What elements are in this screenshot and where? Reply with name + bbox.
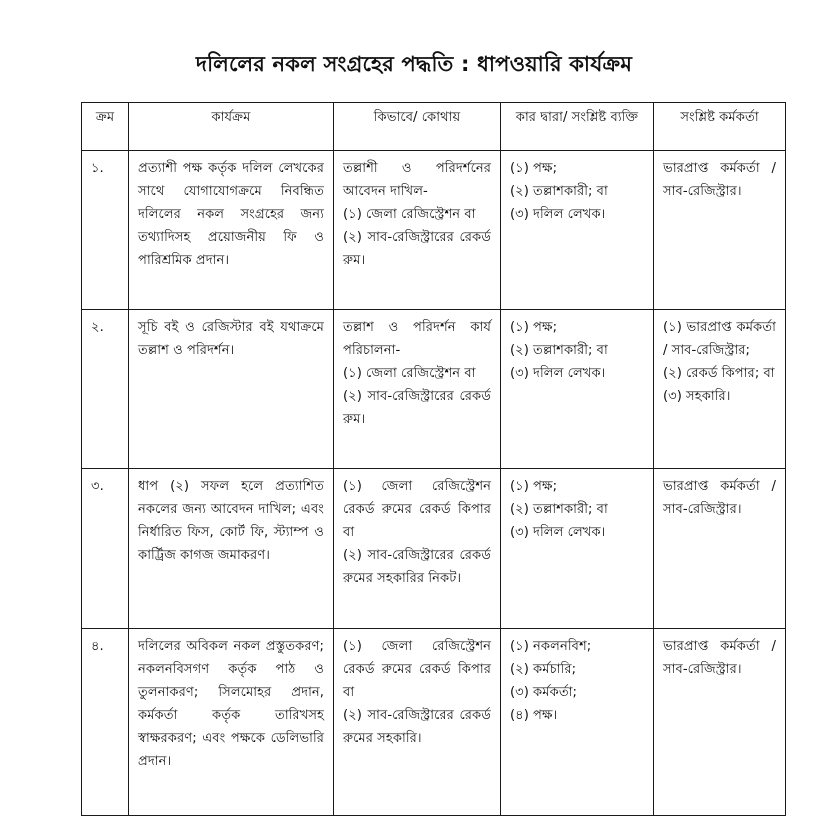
row-officer: [654, 151, 786, 310]
row-activity: প্রত্যাশী পক্ষ কর্তৃক দলিল লেখকের সাথে যোগাযোগক্রমে নিবন্ধিত দলিলের নকল সংগ্রহের জন্য তথ্যাদিসহ প্রয়োজনীয় ফি ও পারিশ্রমিক প্রদান।: [129, 151, 334, 310]
how-where-line: (১) জেলা রেজিস্ট্রেশন বা: [343, 366, 476, 381]
row-serial: ২.: [82, 310, 129, 469]
how-where-line: (২) সাব-রেজিস্ট্রারের রেকর্ড রুম।: [343, 230, 491, 268]
how-where-line: (২) সাব-রেজিস্ট্রারের রেকর্ড রুমের সহকারির নিকট।: [343, 548, 491, 586]
officer-line: (৩) সহকারি।: [663, 389, 731, 404]
table-header-row: [82, 103, 786, 151]
by-whom-line: (২) তল্লাশকারী; বা: [510, 184, 608, 199]
row-by-whom: [501, 310, 654, 469]
how-where-line: তল্লাশ ও পরিদর্শন কার্য পরিচালনা-: [343, 320, 491, 358]
by-whom-line: (৩) দলিল লেখক।: [510, 207, 606, 222]
header-activity: কার্যক্রম: [129, 103, 334, 151]
officer-line: ভারপ্রাপ্ত কর্মকর্তা / সাব-রেজিস্ট্রার।: [663, 639, 776, 677]
officer-line: (২) রেকর্ড কিপার; বা: [663, 366, 775, 381]
by-whom-line: (১) পক্ষ;: [510, 320, 558, 335]
row-activity: দলিলের অবিকল নকল প্রস্তুতকরণ; নকলনবিসগণ কর্তৃক পাঠ ও তুলনাকরণ; সিলমোহর প্রদান, কর্মকর্তা কর্তৃক তারিখসহ স্বাক্ষরকরণ; এবং পক্ষকে ডেলিভারি প্রদান।: [129, 629, 334, 816]
by-whom-line: (১) পক্ষ;: [510, 161, 558, 176]
table-row: [82, 469, 786, 629]
row-how-where: [334, 469, 501, 629]
header-serial: ক্রম: [82, 103, 129, 151]
how-where-line: (২) সাব-রেজিস্ট্রারের রেকর্ড রুমের সহকারি।: [343, 708, 491, 746]
how-where-line: (১) জেলা রেজিস্ট্রেশন বা: [343, 207, 476, 222]
how-where-line: তল্লাশী ও পরিদর্শনের আবেদন দাখিল-: [343, 161, 491, 199]
steps-table: [81, 102, 786, 816]
by-whom-line: (২) তল্লাশকারী; বা: [510, 343, 608, 358]
row-how-where: [334, 310, 501, 469]
row-serial: ১.: [82, 151, 129, 310]
header-officer: সংশ্লিষ্ট কর্মকর্তা: [654, 103, 786, 151]
table-row: [82, 310, 786, 469]
how-where-line: (১) জেলা রেজিস্ট্রেশন রেকর্ড রুমের রেকর্ড কিপার বা: [343, 639, 491, 700]
officer-line: (১) ভারপ্রাপ্ত কর্মকর্তা / সাব-রেজিস্ট্রার;: [663, 320, 776, 358]
row-activity: ধাপ (২) সফল হলে প্রত্যাশিত নকলের জন্য আবেদন দাখিল; এবং নির্ধারিত ফিস, কোর্ট ফি, স্ট্যাম্প ও কার্ট্রিজ কাগজ জমাকরণ।: [129, 469, 334, 629]
by-whom-line: (৩) দলিল লেখক।: [510, 366, 606, 381]
by-whom-line: (৩) দলিল লেখক।: [510, 525, 606, 540]
header-by-whom: কার দ্বারা/ সংশ্লিষ্ট ব্যক্তি: [501, 103, 654, 151]
header-how-where: কিভাবে/ কোথায়: [334, 103, 501, 151]
row-serial: ৪.: [82, 629, 129, 816]
row-how-where: [334, 151, 501, 310]
by-whom-line: (৪) পক্ষ।: [510, 708, 558, 723]
by-whom-line: (২) কর্মচারি;: [510, 662, 577, 677]
by-whom-line: (১) নকলনবিশ;: [510, 639, 592, 654]
officer-line: ভারপ্রাপ্ত কর্মকর্তা / সাব-রেজিস্ট্রার।: [663, 479, 776, 517]
by-whom-line: (২) তল্লাশকারী; বা: [510, 502, 608, 517]
row-officer: [654, 469, 786, 629]
by-whom-line: (১) পক্ষ;: [510, 479, 558, 494]
page-title: দলিলের নকল সংগ্রহের পদ্ধতি : ধাপওয়ারি কার্যক্রম: [195, 52, 633, 76]
how-where-line: (২) সাব-রেজিস্ট্রারের রেকর্ড রুম।: [343, 389, 491, 427]
how-where-line: (১) জেলা রেজিস্ট্রেশন রেকর্ড রুমের রেকর্ড কিপার বা: [343, 479, 491, 540]
row-by-whom: [501, 151, 654, 310]
row-officer: [654, 629, 786, 816]
row-how-where: [334, 629, 501, 816]
row-by-whom: [501, 469, 654, 629]
row-by-whom: [501, 629, 654, 816]
table-row: [82, 151, 786, 310]
row-serial: ৩.: [82, 469, 129, 629]
table-row: [82, 629, 786, 816]
officer-line: ভারপ্রাপ্ত কর্মকর্তা / সাব-রেজিস্ট্রার।: [663, 161, 776, 199]
by-whom-line: (৩) কর্মকর্তা;: [510, 685, 577, 700]
row-activity: সূচি বই ও রেজিস্টার বই যথাক্রমে তল্লাশ ও পরিদর্শন।: [129, 310, 334, 469]
row-officer: [654, 310, 786, 469]
